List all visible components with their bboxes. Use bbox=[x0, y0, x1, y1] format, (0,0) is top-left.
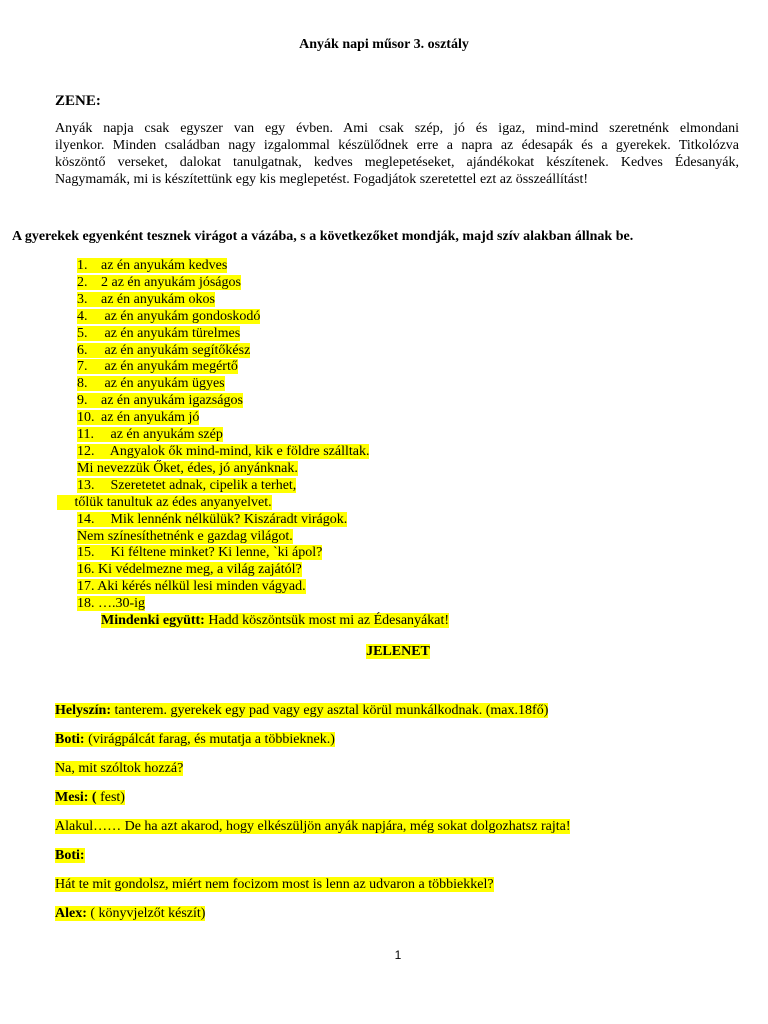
page-number: 1 bbox=[394, 948, 402, 962]
list-item: tőlük tanultuk az édes anyanyelvet. bbox=[57, 495, 449, 512]
scene-line: Boti: bbox=[55, 848, 85, 863]
list-item: 4. az én anyukám gondoskodó bbox=[77, 308, 261, 324]
list-item: 10. az én anyukám jó bbox=[77, 410, 200, 426]
list-item: 6. az én anyukám segítőkész bbox=[77, 342, 251, 358]
list-item: 9. az én anyukám igazságos bbox=[77, 393, 243, 409]
section-heading-jelenet: JELENET bbox=[366, 644, 430, 659]
list-item: 14. Mik lennénk nélkülük? Kiszáradt virágok. bbox=[77, 511, 348, 527]
list-item: 18. ….30-ig bbox=[77, 596, 146, 612]
intro-line: Nagymamák, mi is készítettünk egy kis meglepetést. Fogadjátok szeretettel ezt az összeállítást! bbox=[55, 172, 588, 187]
scene-line: Alex: ( könyvjelzőt készít) bbox=[55, 906, 206, 921]
intro-line: ilyenkor. Minden családban nagy izgalommal készülődnek erre a napra az édesapák és a gyerekek. Titkolózva bbox=[55, 138, 739, 153]
list-item: 7. az én anyukám megértő bbox=[77, 359, 238, 375]
page-title: Anyák napi műsor 3. osztály bbox=[299, 37, 469, 52]
scene-line: Mesi: ( fest) bbox=[55, 790, 125, 805]
intro-paragraph bbox=[55, 120, 739, 188]
stage-instruction: A gyerekek egyenként tesznek virágot a vázába, s a következőket mondják, majd szív alakban állnak be. bbox=[12, 229, 634, 244]
list-item: 15. Ki féltene minket? Ki lenne, `ki ápol? bbox=[77, 545, 323, 561]
scene-line: Helyszín: tanterem. gyerekek egy pad vagy egy asztal körül munkálkodnak. (max.18fő) bbox=[55, 703, 549, 718]
list-item: 2. 2 az én anyukám jóságos bbox=[77, 274, 241, 290]
section-heading-zene: ZENE: bbox=[55, 93, 101, 109]
list-item: 17. Aki kérés nélkül lesi minden vágyad. bbox=[77, 579, 306, 595]
scene-line: Na, mit szóltok hozzá? bbox=[55, 761, 184, 776]
intro-line: Anyák napja csak egyszer van egy évben. Ami csak szép, jó és igaz, mind-mind szeretnénk elmondani bbox=[55, 121, 739, 136]
list-item: 11. az én anyukám szép bbox=[77, 427, 223, 443]
list-item: Mi nevezzük Őket, édes, jó anyánknak. bbox=[77, 460, 298, 476]
list-item: Nem színesíthetnénk e gazdag világot. bbox=[77, 528, 293, 544]
scene-line: Boti: (virágpálcát farag, és mutatja a többieknek.) bbox=[55, 732, 335, 747]
list-item: 1. az én anyukám kedves bbox=[77, 258, 228, 273]
recitation-list bbox=[74, 258, 450, 630]
scene-line: Alakul…… De ha azt akarod, hogy elkészüljön anyák napjára, még sokat dolgozhatsz rajta! bbox=[55, 819, 571, 834]
list-item: 8. az én anyukám ügyes bbox=[77, 376, 225, 392]
list-item: 16. Ki védelmezne meg, a világ zajától? bbox=[77, 562, 302, 578]
chorus-line: Mindenki együtt: Hadd köszöntsük most mi az Édesanyákat! bbox=[101, 613, 450, 629]
scene-line: Hát te mit gondolsz, miért nem focizom most is lenn az udvaron a többiekkel? bbox=[55, 877, 494, 892]
list-item: 3. az én anyukám okos bbox=[77, 291, 215, 307]
intro-line: köszöntő verseket, dalokat tanulgatnak, kedves meglepetéseket, ajándékokat készítenek. Kedves Édesanyák, bbox=[55, 155, 739, 170]
list-item: 5. az én anyukám türelmes bbox=[77, 325, 241, 341]
list-item: 13. Szeretetet adnak, cipelik a terhet, bbox=[77, 477, 297, 493]
list-item: 12. Angyalok ők mind-mind, kik e földre szálltak. bbox=[77, 443, 370, 459]
